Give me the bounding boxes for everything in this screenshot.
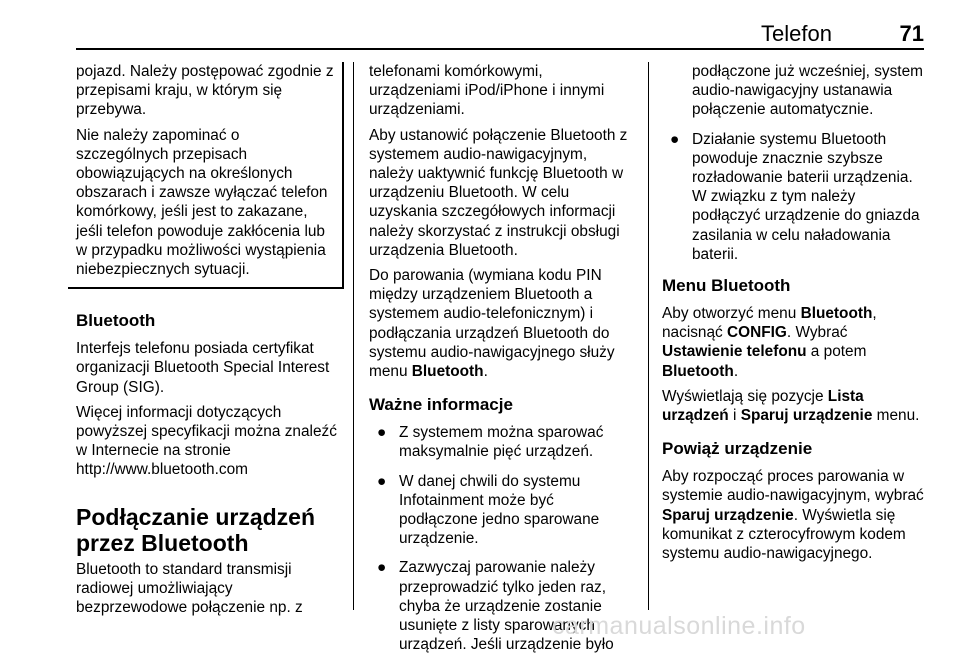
bluetooth-heading: Bluetooth (76, 311, 156, 331)
text: a potem (806, 343, 867, 361)
text: . Wyświetla się komunikat z czterocyfrowym kodem systemu audio-nawigacyjnego. (662, 506, 906, 563)
phone-settings-label: Ustawienie telefonu (662, 343, 807, 361)
p3-text: Do parowania (wymiana kodu PIN między urządzeniem Bluetooth a systemem audio-telefonicznym) i podłączania urządzeń Bluetooth do systemu audio-nawigacyjnego służy menu (369, 267, 615, 381)
text: i (728, 407, 741, 425)
list-item (662, 130, 926, 264)
text: Aby rozpocząć proces parowania w systemie audio-nawigacyjnym, wybrać (662, 468, 924, 505)
col2-paragraph-3 (369, 266, 635, 381)
bullet-icon: ● (377, 424, 387, 442)
text: Aby otworzyć menu (662, 305, 801, 323)
menu-paragraph-1 (662, 304, 926, 381)
watermark: carmanualsonline.info (552, 612, 806, 640)
list-item-text: Z systemem można sparować maksymalnie pięć urządzeń. (399, 424, 604, 461)
p3-end: . (483, 363, 488, 381)
bluetooth-paragraph-2: Więcej informacji dotyczących powyższej specyfikacji można znaleźć w Internecie na stronie http://www.bluetooth.com (76, 403, 337, 479)
pair-device-label: Sparuj urządzenie (740, 407, 873, 425)
col2-paragraph-1: telefonami komórkowymi, urządzeniami iPod/iPhone i innymi urządzeniami. (369, 63, 605, 119)
text: , nacisnąć (662, 305, 877, 342)
pair-paragraph (662, 467, 926, 563)
text: Wyświetlają się pozycje (662, 387, 828, 405)
header-rule (76, 48, 924, 50)
column-3 (662, 62, 926, 569)
device-list-label: Lista urządzeń (662, 387, 864, 425)
bluetooth-menu-label: Bluetooth (411, 363, 484, 381)
text: menu. (872, 407, 920, 425)
column-1 (76, 62, 338, 623)
connect-heading (76, 504, 338, 556)
section-title: Telefon (761, 21, 832, 46)
connect-heading-line-2: przez Bluetooth (76, 529, 249, 556)
connect-paragraph: Bluetooth to standard transmisji radiowej umożliwiający bezprzewodowe połączenie np. z (76, 560, 303, 617)
bluetooth-paragraph-1: Interfejs telefonu posiada certyfikat organizacji Bluetooth Special Interest Group (SIG). (76, 340, 330, 396)
bluetooth-label: Bluetooth (662, 362, 734, 380)
page-header (76, 22, 924, 46)
pair-device-label: Sparuj urządzenie (662, 506, 794, 524)
column-divider-1 (353, 62, 354, 610)
list-item-text: Zazwyczaj parowanie należy przeprowadzić tylko jeden raz, chyba że urządzenie zostanie usunięte z listy sparowanych urządzeń. Jeśli urządzenie było (399, 559, 614, 654)
list-item (369, 472, 635, 549)
bullet-icon: ● (377, 472, 387, 490)
col2-paragraph-2: Aby ustanowić połączenie Bluetooth z systemem audio-nawigacyjnym, należy uaktywnić funkcję Bluetooth w urządzeniu Bluetooth. W celu uzyskania szczegółowych informacji należy skorzystać z instrukcji obsługi urządzenia Bluetooth. (369, 126, 628, 259)
warning-note-box (68, 62, 344, 289)
list-item-text: podłączone już wcześniej, system audio-nawigacyjny ustanawia połączenie automatycznie. (692, 63, 923, 119)
bullet-icon: ● (670, 130, 680, 148)
pair-device-heading: Powiąż urządzenie (662, 439, 813, 459)
column-divider-2 (648, 62, 649, 610)
bluetooth-menu-heading: Menu Bluetooth (662, 276, 791, 296)
text: . (733, 362, 739, 380)
page-number: 71 (899, 21, 924, 46)
text: . Wybrać (786, 324, 848, 342)
list-item (369, 423, 635, 461)
list-item (369, 558, 635, 654)
menu-paragraph-2 (662, 387, 926, 425)
list-item-text: W danej chwili do systemu Infotainment może być podłączone jedno sparowane urządzenie. (399, 472, 600, 548)
important-info-list-continued (662, 62, 926, 264)
bluetooth-label: Bluetooth (800, 305, 873, 323)
bullet-icon: ● (377, 559, 387, 577)
config-button-label: CONFIG (727, 324, 787, 342)
important-info-heading: Ważne informacje (369, 395, 513, 415)
note-paragraph-1: pojazd. Należy postępować zgodnie z przepisami kraju, w którym się przebywa. (76, 63, 334, 119)
list-item-text: Działanie systemu Bluetooth powoduje znacznie szybsze rozładowanie baterii urządzenia. W związku z tym należy podłączyć urządzenie do gniazda zasilania w celu naładowania baterii. (692, 130, 920, 263)
list-item-continuation (662, 62, 926, 120)
connect-heading-line-1: Podłączanie urządzeń (76, 503, 316, 530)
note-paragraph-2: Nie należy zapominać o szczególnych przepisach obowiązujących na określonych obszarach i zawsze wyłączać telefon komórkowy, jeśli jest to zakazane, jeśli telefon powoduje zakłócenia lub w przypadku możliwości wystąpienia niebezpiecznych sytuacji. (76, 126, 328, 279)
column-2 (369, 62, 635, 664)
